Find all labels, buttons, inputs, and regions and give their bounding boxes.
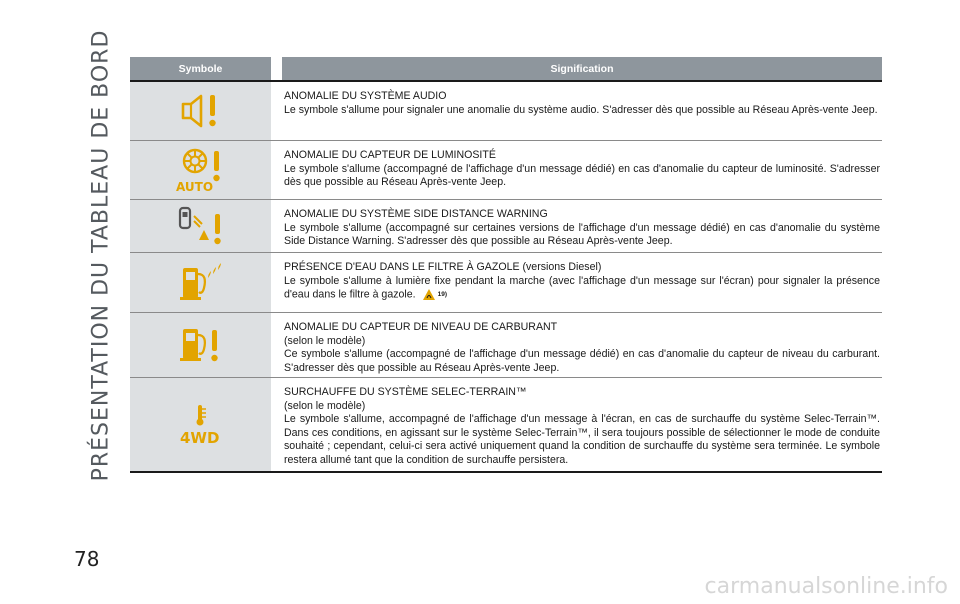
table-row xyxy=(130,378,882,473)
symbol-cell xyxy=(130,253,271,312)
warning-hand-icon xyxy=(422,288,436,301)
auto-label: AUTO xyxy=(175,180,213,194)
page-number: 78 xyxy=(74,547,100,571)
row-text: Le symbole s'allume (accompagné de l'affichage d'un message dédié) en cas d'anomalie du capteur de luminosité. S'adresser dès que possible au Réseau Après-vente Jeep. xyxy=(284,162,880,188)
side-distance-warning-fault-icon xyxy=(176,204,226,248)
row-title: SURCHAUFFE DU SYSTÈME SELEC-TERRAIN™ xyxy=(284,386,527,398)
symbol-cell xyxy=(130,313,271,377)
warning-symbols-table xyxy=(130,57,882,473)
row-text: Le symbole s'allume, accompagné de l'affichage d'un message à l'écran, en cas de surchauffe du système Selec-Terrain™. Dans ces conditions, en agissant sur le système Selec-Terrain™, il sera toujours possible de sélectionner le mode de conduite souhaité ; cependant, celui-ci sera activé uniquement quand la condition de surchauffe du système sera terminée. Le symbole restera allumé tant que la condition de surchauffe persistera. xyxy=(284,413,880,466)
symbol-cell xyxy=(130,378,271,471)
row-title: ANOMALIE DU SYSTÈME AUDIO xyxy=(284,90,447,102)
watermark: carmanualsonline.info xyxy=(704,574,948,599)
row-title: ANOMALIE DU SYSTÈME SIDE DISTANCE WARNING xyxy=(284,208,548,220)
row-title: ANOMALIE DU CAPTEUR DE NIVEAU DE CARBURANT xyxy=(284,321,558,333)
fuel-level-sensor-fault-icon xyxy=(178,324,224,366)
symbol-cell xyxy=(130,82,271,140)
selec-terrain-overheat-icon xyxy=(178,402,224,448)
table-row xyxy=(130,82,882,141)
section-title: PRÉSENTATION DU TABLEAU DE BORD xyxy=(88,29,114,481)
table-row xyxy=(130,313,882,378)
4wd-label: 4WD xyxy=(179,428,219,447)
table-row xyxy=(130,141,882,200)
symbol-cell xyxy=(130,200,271,252)
row-text: (selon le modèle) xyxy=(284,334,366,347)
reference-note: 19) xyxy=(437,291,447,298)
header-symbol: Symbole xyxy=(130,57,271,80)
section-title-vertical xyxy=(70,29,132,481)
symbol-cell xyxy=(130,141,271,199)
row-text: (selon le modèle) xyxy=(284,399,366,412)
table-row xyxy=(130,253,882,313)
row-title: PRÉSENCE D'EAU DANS LE FILTRE À GAZOLE (versions Diesel) xyxy=(284,261,602,273)
light-sensor-fault-icon xyxy=(173,146,229,194)
table-header xyxy=(130,57,882,80)
row-text: Le symbole s'allume à lumière fixe pendant la marche (avec l'affichage d'un message sur l'écran) pour signaler la présence d'eau dans le filtre à gazole. 19) xyxy=(284,274,880,301)
table-row xyxy=(130,200,882,253)
header-meaning: Signification xyxy=(282,57,882,80)
row-text: Le symbole s'allume (accompagné sur certaines versions de l'affichage d'un message dédié) en cas d'anomalie du système Side Distance Warning. S'adresser dès que possible au Réseau Après-vente Jeep. xyxy=(284,221,880,247)
row-title: ANOMALIE DU CAPTEUR DE LUMINOSITÉ xyxy=(284,149,496,161)
row-text: Le symbole s'allume pour signaler une anomalie du système audio. S'adresser dès que possible au Réseau Après-vente Jeep. xyxy=(284,103,878,116)
water-in-diesel-filter-icon xyxy=(177,262,225,304)
row-text: Ce symbole s'allume (accompagné de l'affichage d'un message dédié) en cas d'anomalie du capteur de niveau du carburant. S'adresser dès que possible au Réseau Après-vente Jeep. xyxy=(284,348,880,374)
audio-fault-icon xyxy=(179,91,223,131)
